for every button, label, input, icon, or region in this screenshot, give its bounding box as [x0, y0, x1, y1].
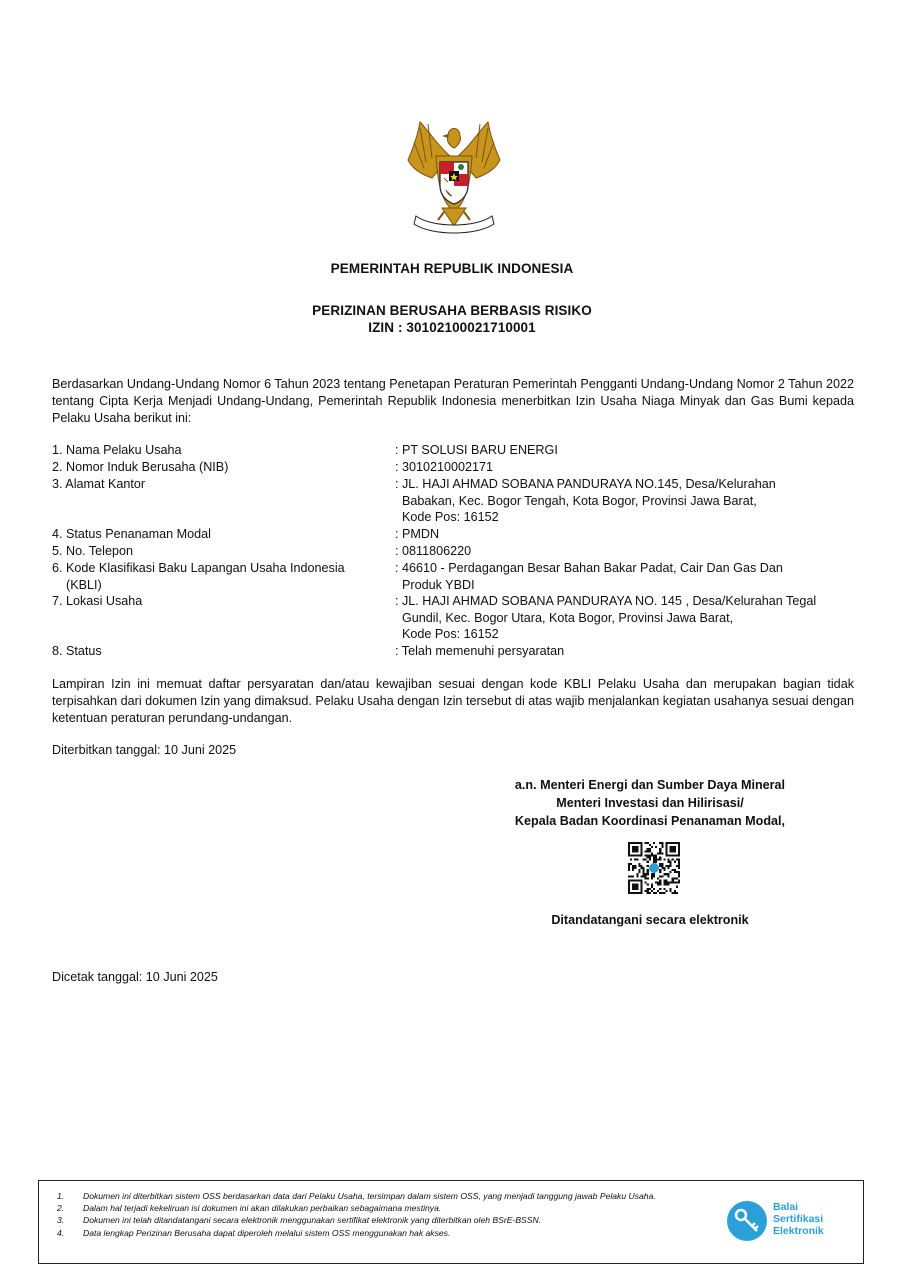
- signatory-block: [470, 776, 830, 830]
- field-value-business-location: [395, 593, 835, 643]
- field-value-business-name: : PT SOLUSI BARU ENERGI: [395, 443, 558, 457]
- bsre-logo-line-2: Sertifikasi: [773, 1213, 824, 1225]
- footer-notes-box: [38, 1180, 864, 1264]
- signatory-line-2: Menteri Investasi dan Hilirisasi/: [556, 796, 744, 810]
- footer-note: [57, 1202, 717, 1214]
- permit-number: IZIN : 30102100021710001: [368, 320, 536, 335]
- note-number: 2.: [57, 1203, 65, 1214]
- bsre-logo-line-3: Elektronik: [773, 1225, 824, 1237]
- field-label-business-location: 7. Lokasi Usaha: [52, 594, 143, 608]
- field-label-business-name: 1. Nama Pelaku Usaha: [52, 443, 182, 457]
- garuda-pancasila-emblem: [398, 116, 510, 240]
- office-address-line-1: : JL. HAJI AHMAD SOBANA PANDURAYA NO.145, Desa/Kelurahan: [395, 477, 776, 491]
- note-text: Dalam hal terjadi kekeliruan isi dokumen ini akan dilakukan perbaikan sebagaimana mestinya.: [83, 1203, 442, 1214]
- government-title: PEMERINTAH REPUBLIK INDONESIA: [330, 261, 574, 276]
- bsre-emblem-icon: [725, 1199, 769, 1243]
- field-label-nib: 2. Nomor Induk Berusaha (NIB): [52, 460, 229, 474]
- bsre-logo: [725, 1197, 843, 1249]
- field-label-status: 8. Status: [52, 644, 102, 658]
- kbli-value-line-1: : 46610 - Perdagangan Besar Bahan Bakar Padat, Cair Dan Gas Dan: [395, 561, 783, 575]
- note-number: 1.: [57, 1191, 65, 1201]
- field-value-office-address: [395, 476, 835, 526]
- printed-date: Dicetak tanggal: 10 Juni 2025: [52, 970, 218, 984]
- footer-note: [57, 1227, 717, 1239]
- field-label-phone: 5. No. Telepon: [52, 544, 133, 558]
- note-text: Data lengkap Perizinan Berusaha dapat diperoleh melalui sistem OSS menggunakan hak akses.: [83, 1227, 451, 1238]
- note-number: 3.: [57, 1215, 65, 1226]
- location-line-1: : JL. HAJI AHMAD SOBANA PANDURAYA NO. 145 , Desa/Kelurahan Tegal: [395, 594, 817, 608]
- footer-note: [57, 1190, 717, 1202]
- location-line-2: Gundil, Kec. Bogor Utara, Kota Bogor, Provinsi Jawa Barat,: [402, 610, 734, 625]
- location-line-3: Kode Pos: 16152: [402, 627, 499, 641]
- footer-note: [57, 1214, 717, 1226]
- bsre-logo-text: [773, 1201, 824, 1237]
- office-address-line-2: Babakan, Kec. Bogor Tengah, Kota Bogor, Provinsi Jawa Barat,: [402, 493, 757, 508]
- note-text: Dokumen ini telah ditandatangani secara elektronik menggunakan sertifikat elektronik yang diterbitkan oleh BSrE-BSSN.: [83, 1215, 542, 1226]
- note-number: 4.: [57, 1227, 65, 1238]
- signed-electronically-note: Ditandatangani secara elektronik: [551, 913, 749, 927]
- signatory-line-1: a.n. Menteri Energi dan Sumber Daya Mineral: [514, 778, 786, 792]
- field-value-kbli: [395, 560, 835, 593]
- field-label-investment-status: 4. Status Penanaman Modal: [52, 527, 211, 541]
- kbli-label-line-1: 6. Kode Klasifikasi Baku Lapangan Usaha Indonesia: [52, 561, 345, 575]
- intro-paragraph: Berdasarkan Undang-Undang Nomor 6 Tahun 2023 tentang Penetapan Peraturan Pemerintah Pengganti Undang-Undang Nomor 2 Tahun 2022 tentang Cipta Kerja Menjadi Undang-Undang, Pemerintah Republik Indonesia menerbitkan Izin Usaha Niaga Minyak dan Gas Bumi kepada Pelaku Usaha berikut ini:: [52, 377, 854, 425]
- field-value-nib: : 3010210002171: [395, 460, 494, 474]
- office-address-line-3: Kode Pos: 16152: [402, 510, 499, 524]
- kbli-value-line-2: Produk YBDI: [402, 577, 475, 592]
- field-label-kbli: [52, 560, 382, 593]
- qr-code: [628, 842, 680, 894]
- note-text: Dokumen ini diterbitkan sistem OSS berdasarkan data dari Pelaku Usaha, tersimpan dalam sistem OSS, yang menjadi tanggung jawab Pelaku Usaha.: [83, 1191, 656, 1201]
- issued-date: Diterbitkan tanggal: 10 Juni 2025: [52, 743, 237, 757]
- field-label-office-address: 3. Alamat Kantor: [52, 477, 146, 491]
- field-value-phone: : 0811806220: [395, 544, 472, 558]
- field-value-investment-status: : PMDN: [395, 527, 440, 541]
- bsre-logo-line-1: Balai: [773, 1201, 799, 1213]
- signatory-line-3: Kepala Badan Koordinasi Penanaman Modal,: [514, 814, 786, 828]
- footer-notes-list: [57, 1190, 717, 1239]
- attachment-paragraph: Lampiran Izin ini memuat daftar persyaratan dan/atau kewajiban sesuai dengan kode KBLI Pelaku Usaha dan merupakan bagian tidak terpisahkan dari dokumen Izin yang dimaksud. Pelaku Usaha dengan Izin tersebut di atas wajib menjalankan kegiatan usahanya sesuai dengan ketentuan peraturan perundang-undangan.: [52, 677, 854, 725]
- field-value-status: : Telah memenuhi persyaratan: [395, 644, 565, 658]
- document-title: PERIZINAN BERUSAHA BERBASIS RISIKO: [312, 303, 592, 318]
- kbli-label-line-2: (KBLI): [66, 577, 102, 592]
